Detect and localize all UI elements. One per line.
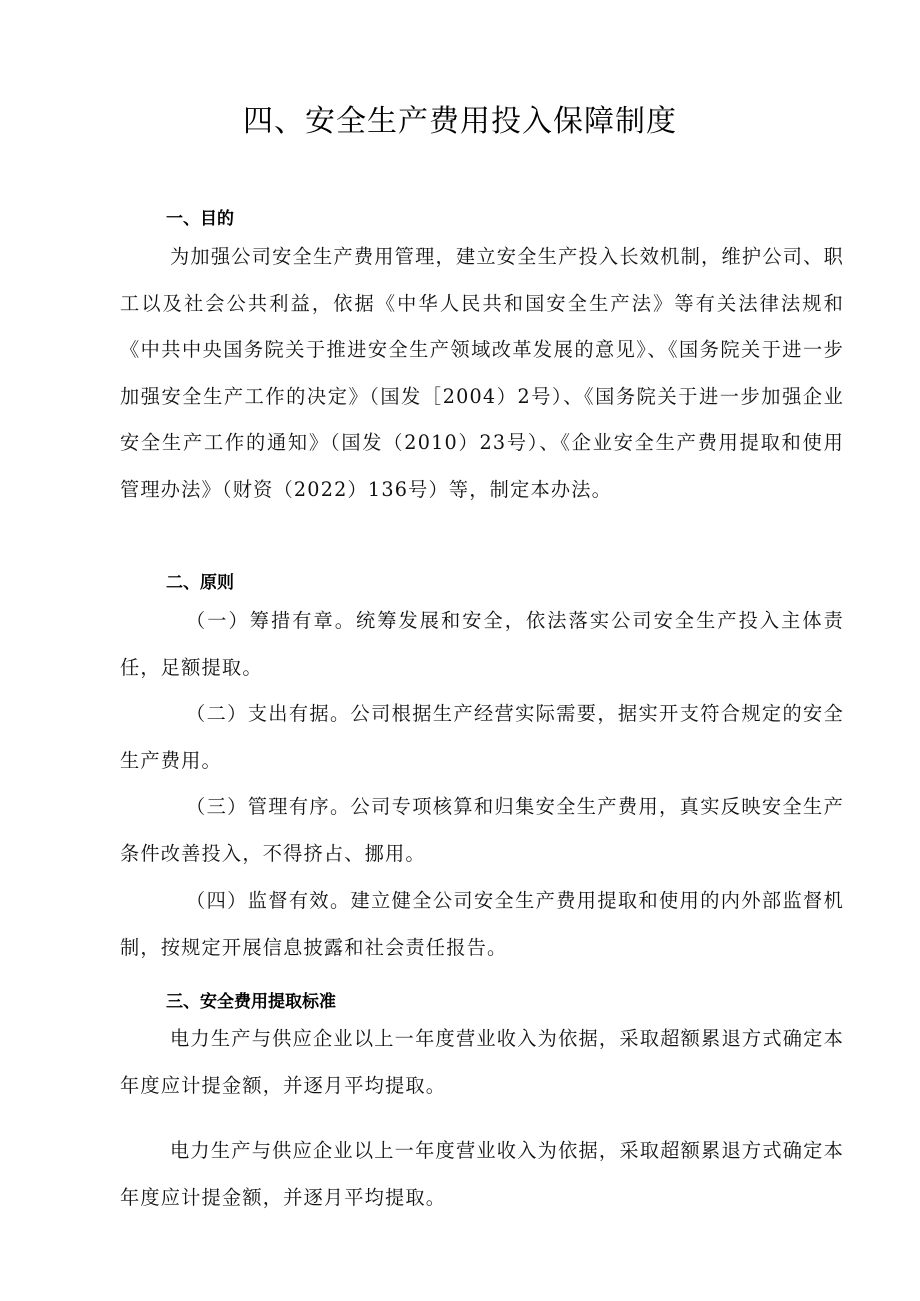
purpose-paragraph: 为加强公司安全生产费用管理，建立安全生产投入长效机制，维护公司、职工以及社会公共利益，依据《中华人民共和国安全生产法》等有关法律法规和《中共中央国务院关于推进安全生产领域改革发展的意见》、《国务院关于进一步加强安全生产工作的决定》（国发［2004）2号）、《国务院关于进一步加强企业安全生产工作的通知》（国发（2010）23号）、《企业安全生产费用提取和使用管理办法》（财资（2022）136号）等，制定本办法。 xyxy=(120,245,844,501)
principle-item-2: （二）支出有据。公司根据生产经营实际需要，据实开支符合规定的安全生产费用。 xyxy=(120,702,844,772)
section-heading-principles: 二、原则 xyxy=(166,573,234,593)
standard-paragraph-1: 电力生产与供应企业以上一年度营业收入为依据，采取超额累退方式确定本年度应计提金额，并逐月平均提取。 xyxy=(120,1027,844,1097)
section-heading-standard: 三、安全费用提取标准 xyxy=(166,992,336,1012)
document-title: 四、安全生产费用投入保障制度 xyxy=(243,104,677,139)
principle-item-3: （三）管理有序。公司专项核算和归集安全生产费用，真实反映安全生产条件改善投入，不得挤占、挪用。 xyxy=(120,795,844,865)
principle-item-4: （四）监督有效。建立健全公司安全生产费用提取和使用的内外部监督机制，按规定开展信息披露和社会责任报告。 xyxy=(120,889,844,959)
standard-paragraph-2: 电力生产与供应企业以上一年度营业收入为依据，采取超额累退方式确定本年度应计提金额，并逐月平均提取。 xyxy=(120,1139,844,1209)
section-heading-purpose: 一、目的 xyxy=(166,209,234,229)
principle-item-1: （一）筹措有章。统筹发展和安全，依法落实公司安全生产投入主体责任，足额提取。 xyxy=(120,609,844,679)
